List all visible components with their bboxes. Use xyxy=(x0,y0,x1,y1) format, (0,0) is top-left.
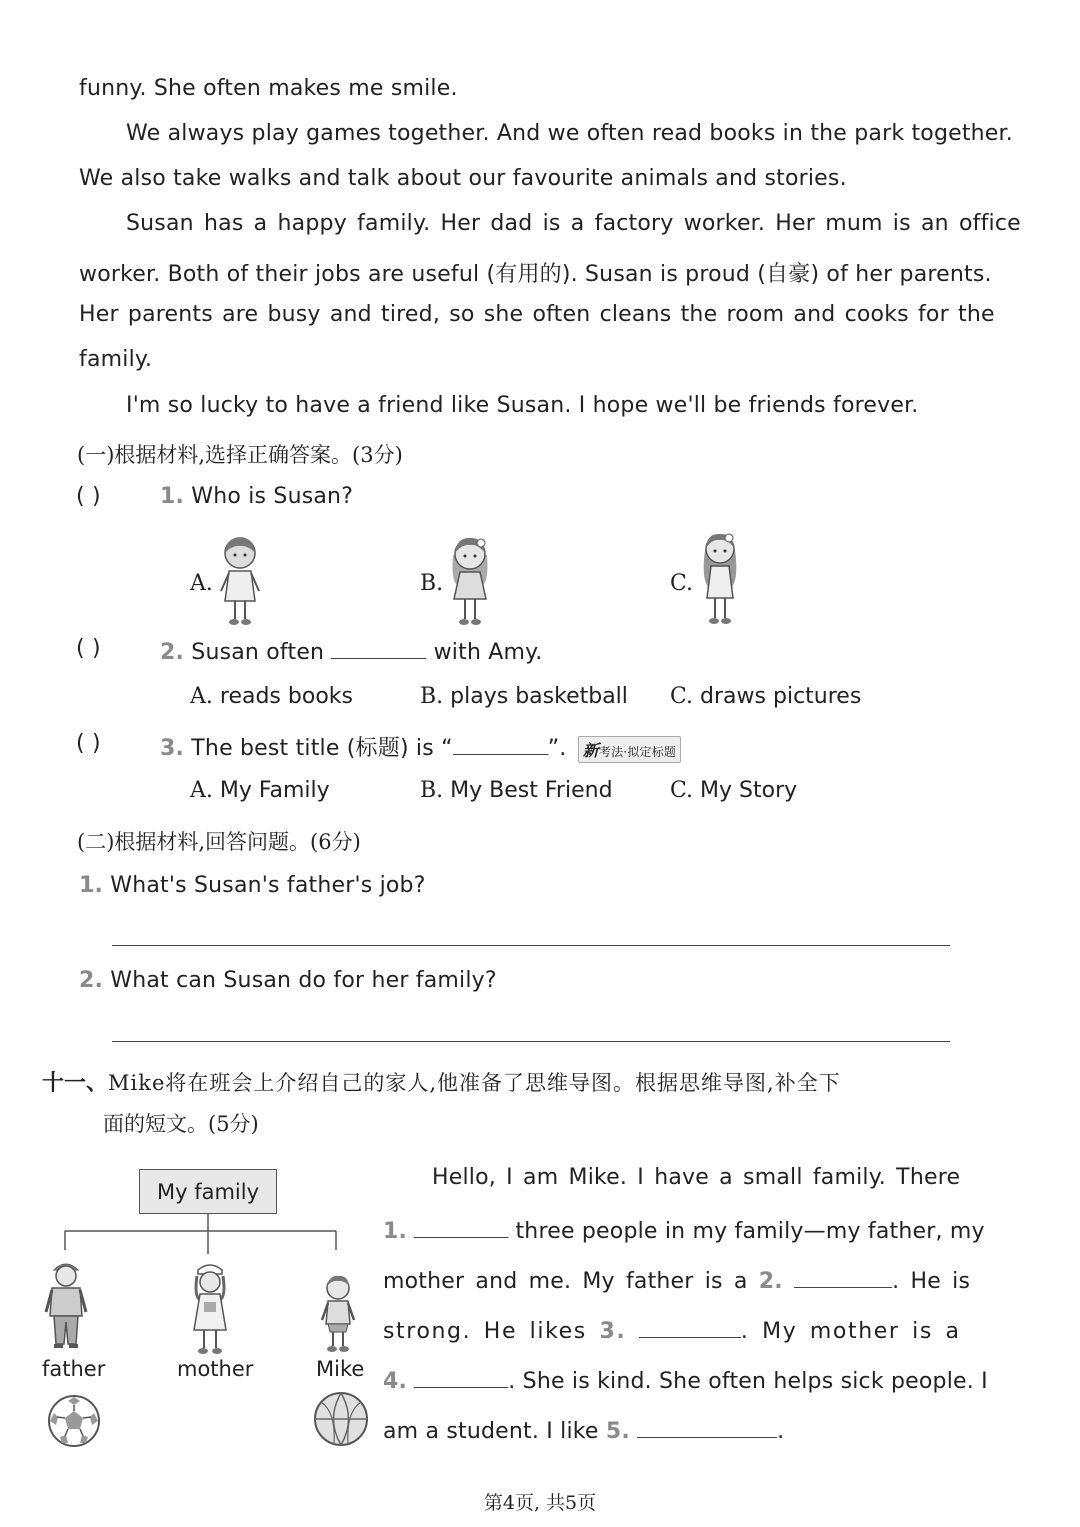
question-number: 2. xyxy=(160,640,185,665)
answer-line[interactable] xyxy=(112,1041,950,1042)
father-label: father xyxy=(42,1357,106,1381)
option-letter: B. xyxy=(420,571,444,596)
passage-line: family. xyxy=(79,347,153,372)
fill-blank[interactable] xyxy=(331,636,426,659)
passage-line: funny. She often makes me smile. xyxy=(79,76,458,101)
answer-paren[interactable]: ( ) xyxy=(76,484,101,509)
fill-blank[interactable] xyxy=(453,732,548,755)
new-type-tag: 新考法·拟定标题 xyxy=(578,736,681,763)
question-1 xyxy=(79,873,426,898)
passage-line: Her parents are busy and tired, so she often cleans the room and cooks for the xyxy=(79,302,995,327)
cloze-line: Hello, I am Mike. I have a small family. There xyxy=(432,1165,961,1190)
passage-line: We always play games together. And we often read books in the park together. xyxy=(126,121,1013,146)
cloze-line: 4. . She is kind. She often helps sick people. I xyxy=(383,1365,988,1394)
cloze-line: mother and me. My father is a 2. . He is xyxy=(383,1265,970,1294)
question-number: 1. xyxy=(79,873,104,898)
girl-c-illustration[interactable] xyxy=(695,530,745,628)
passage-line: We also take walks and talk about our favourite animals and stories. xyxy=(79,166,847,191)
section-instruction: Mike将在班会上介绍自己的家人,他准备了思维导图。根据思维导图,补全下 xyxy=(108,1071,841,1095)
question-text: ”. xyxy=(547,736,567,761)
section-11-heading xyxy=(42,1066,841,1097)
option-b[interactable]: B. My Best Friend xyxy=(420,778,613,803)
option-a[interactable]: A. reads books xyxy=(190,684,353,709)
page-footer: 第4页, 共5页 xyxy=(483,1492,597,1514)
cloze-line: am a student. I like 5. . xyxy=(383,1415,784,1444)
fill-blank-1[interactable] xyxy=(414,1215,508,1238)
mindmap-root: My family xyxy=(139,1169,277,1214)
mike-label: Mike xyxy=(316,1357,365,1381)
fill-blank-5[interactable] xyxy=(637,1415,777,1438)
girl-b-illustration[interactable] xyxy=(445,535,495,627)
fill-blank-2[interactable] xyxy=(794,1265,892,1288)
passage-line: I'm so lucky to have a friend like Susan. I hope we'll be friends forever. xyxy=(126,393,919,418)
option-b[interactable]: B. plays basketball xyxy=(420,684,628,709)
answer-paren[interactable]: ( ) xyxy=(76,636,101,661)
question-2 xyxy=(160,636,542,665)
answer-line[interactable] xyxy=(112,945,950,946)
question-number: 3. xyxy=(160,736,185,761)
cloze-line: 1. three people in my family—my father, my xyxy=(383,1215,985,1244)
passage-line: worker. Both of their jobs are useful (有用的). Susan is proud (自豪) of her parents. xyxy=(79,262,992,287)
option-a[interactable]: A. My Family xyxy=(190,778,330,803)
fill-blank-4[interactable] xyxy=(414,1365,508,1388)
option-letter: C. xyxy=(670,571,694,596)
girl-a-illustration[interactable] xyxy=(215,535,265,627)
mindmap-connectors xyxy=(40,1214,350,1254)
option-c[interactable]: C. draws pictures xyxy=(670,684,862,709)
question-text: What's Susan's father's job? xyxy=(110,873,426,898)
fill-blank-3[interactable] xyxy=(639,1315,741,1338)
mike-illustration xyxy=(318,1274,358,1352)
question-2 xyxy=(79,968,497,993)
section-heading: (二)根据材料,回答问题。(6分) xyxy=(77,830,361,854)
question-text: Who is Susan? xyxy=(191,484,354,509)
question-3 xyxy=(160,731,681,763)
question-number: 2. xyxy=(79,968,104,993)
cloze-line: strong. He likes 3. . My mother is a xyxy=(383,1315,961,1344)
section-label: 十一、 xyxy=(42,1071,109,1096)
option-letter: A. xyxy=(190,571,213,596)
answer-paren[interactable]: ( ) xyxy=(76,731,101,756)
section-heading: (一)根据材料,选择正确答案。(3分) xyxy=(77,443,403,467)
question-text: What can Susan do for her family? xyxy=(110,968,497,993)
mother-label: mother xyxy=(177,1357,254,1381)
option-c[interactable]: C. My Story xyxy=(670,778,798,803)
section-instruction: 面的短文。(5分) xyxy=(103,1112,259,1136)
football-icon xyxy=(46,1393,102,1449)
question-text: Susan often xyxy=(191,640,325,665)
father-illustration xyxy=(44,1258,88,1350)
question-text: The best title (标题) is “ xyxy=(191,736,453,761)
question-number: 1. xyxy=(160,484,185,509)
question-1 xyxy=(160,484,353,509)
passage-line: Susan has a happy family. Her dad is a factory worker. Her mum is an office xyxy=(126,211,1021,236)
question-text: with Amy. xyxy=(433,640,543,665)
basketball-icon xyxy=(312,1390,370,1448)
mother-nurse-illustration xyxy=(188,1260,232,1356)
